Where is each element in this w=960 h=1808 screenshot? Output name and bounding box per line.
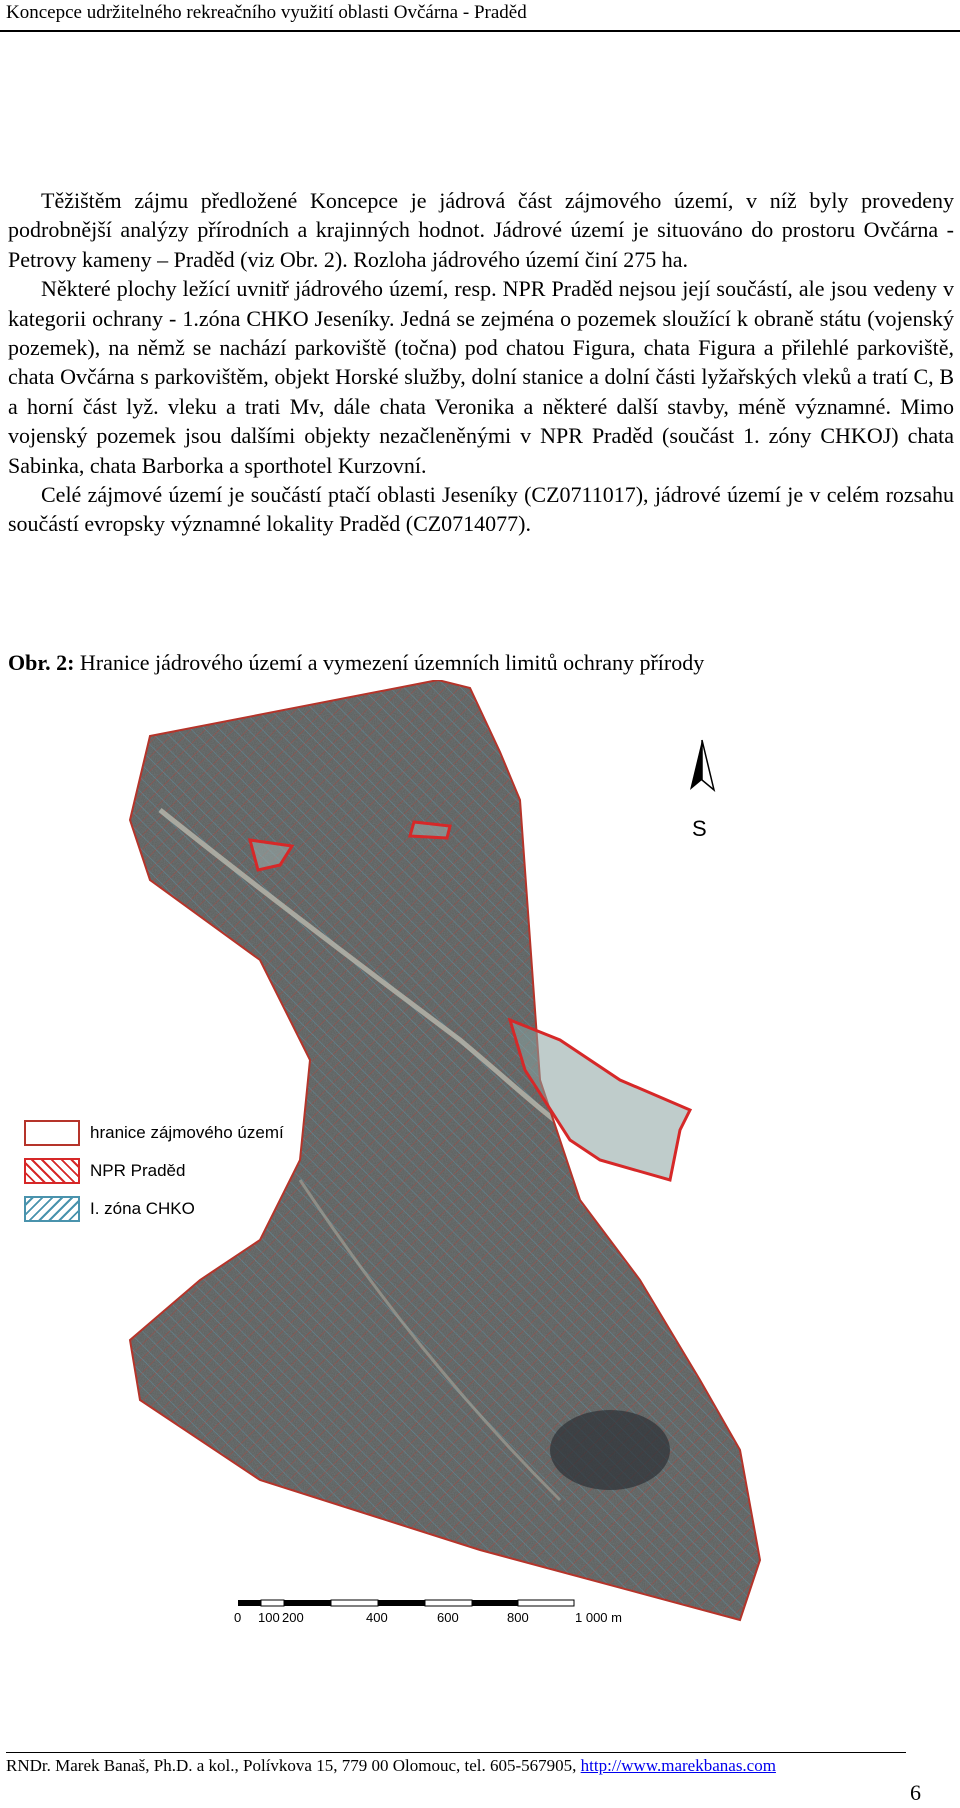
legend-label-zajmove-uzemi: hranice zájmového území [90, 1123, 284, 1142]
scale-tick-label: 100 [258, 1610, 280, 1625]
header-title: Koncepce udržitelného rekreačního využití oblasti Ovčárna - Praděd [6, 2, 527, 23]
scale-labels [0, 680, 960, 1760]
figure-caption [8, 649, 954, 677]
body-text [8, 186, 954, 539]
page-number: 6 [910, 1780, 921, 1805]
figure-caption-text: Hranice jádrového území a vymezení územních limitů ochrany přírody [74, 650, 705, 675]
paragraph-3: Celé zájmové území je součástí ptačí oblasti Jeseníky (CZ0711017), jádrové území je v celém rozsahu součástí evropsky významné lokality Praděd (CZ0714077). [8, 482, 954, 537]
scale-tick-label: 1 000 m [575, 1610, 622, 1625]
paragraph-1: Těžištěm zájmu předložené Koncepce je jádrová část zájmového území, v níž byly provedeny podrobnější analýzy přírodních a krajinných hodnot. Jádrové území je situováno do prostoru Ovčárna - Petrovy kameny – Praděd (viz Obr. 2). Rozloha jádrového území činí 275 ha. [8, 188, 954, 272]
map-figure [0, 680, 960, 1760]
legend-label-chko-zone: I. zóna CHKO [90, 1199, 195, 1218]
page-header [0, 0, 960, 32]
scale-tick-label: 200 [282, 1610, 304, 1625]
scale-tick-label: 0 [234, 1610, 242, 1625]
footer-divider [6, 1752, 906, 1753]
scale-tick-label: 800 [507, 1610, 529, 1625]
footer-text: RNDr. Marek Banaš, Ph.D. a kol., Polívkova 15, 779 00 Olomouc, tel. 605-567905, [6, 1756, 581, 1775]
scale-tick-label: 600 [437, 1610, 459, 1625]
figure-caption-label: Obr. 2: [8, 650, 75, 675]
paragraph-2: Některé plochy ležící uvnitř jádrového území, resp. NPR Praděd nejsou její součástí, ale jsou vedeny v kategorii ochrany - 1.zóna CHKO Jeseníky. Jedná se zejména o pozemek sloužící k obraně státu (vojenský pozemek), na němž se nachází parkoviště (točna) pod chatou Figura, chata Figura a přilehlé parkoviště, chata Ovčárna s parkovištěm, objekt Horské služby, dolní stanice a dolní části lyžařských vleků a tratí C, B a horní část lyž. vleku a trati Mv, dále chata Veronika a některé další stavby, méně významné. Mimo vojenský pozemek jsou dalšími objekty nezačleněnými v NPR Praděd (součást 1. zóny CHKOJ) chata Sabinka, chata Barborka a sporthotel Kurzovní. [8, 276, 954, 478]
legend-label-npr-praded: NPR Praděd [90, 1161, 186, 1180]
north-label: S [692, 816, 707, 841]
page-footer [6, 1756, 776, 1776]
scale-tick-label: 400 [366, 1610, 388, 1625]
footer-link[interactable]: http://www.marekbanas.com [580, 1756, 776, 1775]
